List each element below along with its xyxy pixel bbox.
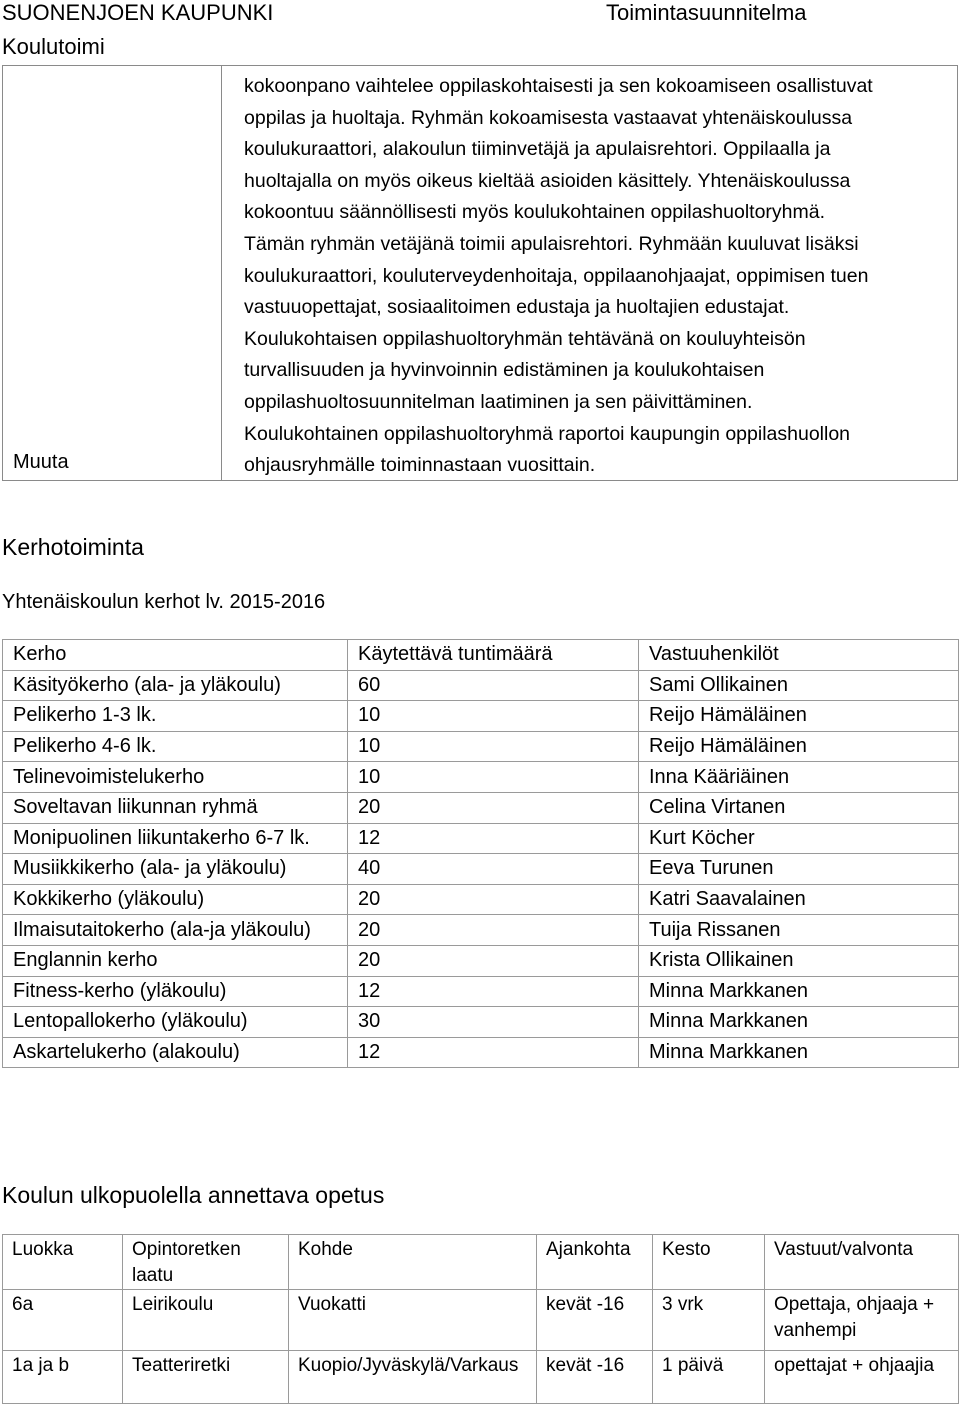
info-line: Tämän ryhmän vetäjänä toimii apulaisrehtori. Ryhmään kuuluvat lisäksi: [244, 232, 859, 255]
table-cell: Kurt Köcher: [639, 823, 959, 854]
column-header: Vastuuhenkilöt: [639, 640, 959, 671]
info-line: oppilas ja huoltaja. Ryhmän kokoamisesta vastaavat yhtenäiskoulussa: [244, 106, 853, 129]
info-line: kokoonpano vaihtelee oppilaskohtaisesti ja sen kokoamiseen osallistuvat: [244, 75, 873, 97]
organization-name: SUONENJOEN KAUPUNKI: [2, 0, 274, 25]
table-row: [3, 792, 959, 823]
table-row: [3, 1351, 959, 1404]
table-cell: 10: [348, 701, 639, 732]
column-header: Opintoretken laatu: [123, 1235, 289, 1290]
table-cell: 3 vrk: [653, 1290, 765, 1351]
table-row: [3, 670, 959, 701]
table-cell: 10: [348, 731, 639, 762]
table-cell: Ilmaisutaitokerho (ala-ja yläkoulu): [3, 915, 348, 946]
info-line: Koulukohtaisen oppilashuoltoryhmän tehtävänä on kouluyhteisön: [244, 327, 806, 350]
column-header: Käytettävä tuntimäärä: [348, 640, 639, 671]
info-text-cell: [222, 66, 958, 481]
table-row: [3, 945, 959, 976]
table-cell: Telinevoimistelukerho: [3, 762, 348, 793]
table-cell: 20: [348, 792, 639, 823]
table-cell: Lentopallokerho (yläkoulu): [3, 1007, 348, 1038]
info-line: koulukuraattori, alakoulun tiiminvetäjä ja apulaisrehtori. Oppilaalla ja: [244, 138, 831, 161]
table-cell: Katri Saavalainen: [639, 884, 959, 915]
table-cell: kevät -16: [537, 1290, 653, 1351]
table-cell: Minna Markkanen: [639, 1007, 959, 1038]
table-cell: 20: [348, 945, 639, 976]
table-row: [3, 915, 959, 946]
clubs-table: [2, 639, 959, 1068]
table-row: [3, 1290, 959, 1351]
table-cell: 12: [348, 1037, 639, 1068]
table-cell: Soveltavan liikunnan ryhmä: [3, 792, 348, 823]
external-table: [2, 1234, 959, 1404]
table-row: [3, 884, 959, 915]
table-row: [3, 762, 959, 793]
column-header: Vastuut/valvonta: [765, 1235, 959, 1290]
table-cell: opettajat + ohjaajia: [765, 1351, 959, 1404]
clubs-heading: Kerhotoiminta: [2, 534, 144, 560]
table-cell: Monipuolinen liikuntakerho 6-7 lk.: [3, 823, 348, 854]
external-heading: Koulun ulkopuolella annettava opetus: [2, 1182, 385, 1208]
table-cell: Askartelukerho (alakoulu): [3, 1037, 348, 1068]
table-cell: Leirikoulu: [123, 1290, 289, 1351]
department-name: Koulutoimi: [2, 34, 105, 59]
table-cell: 60: [348, 670, 639, 701]
table-cell: Reijo Hämäläinen: [639, 701, 959, 732]
table-cell: Musiikkikerho (ala- ja yläkoulu): [3, 854, 348, 885]
table-cell: Käsityökerho (ala- ja yläkoulu): [3, 670, 348, 701]
table-cell: Eeva Turunen: [639, 854, 959, 885]
clubs-subheading: Yhtenäiskoulun kerhot lv. 2015-2016: [2, 591, 326, 613]
table-cell: Opettaja, ohjaaja + vanhempi: [765, 1290, 959, 1351]
table-cell: Minna Markkanen: [639, 1037, 959, 1068]
table-cell: Teatteriretki: [123, 1351, 289, 1404]
table-cell: Pelikerho 4-6 lk.: [3, 731, 348, 762]
clubs-header-row: [3, 640, 959, 671]
table-cell: 6a: [3, 1290, 123, 1351]
clubs-body: [3, 670, 959, 1068]
table-row: [3, 701, 959, 732]
info-label: Muuta: [13, 450, 69, 473]
table-row: [3, 976, 959, 1007]
column-header: Luokka: [3, 1235, 123, 1290]
info-line: koulukuraattori, kouluterveydenhoitaja, oppilaanohjaajat, oppimisen tuen: [244, 264, 869, 287]
table-cell: Englannin kerho: [3, 945, 348, 976]
info-label-cell: [3, 66, 222, 481]
table-cell: Vuokatti: [289, 1290, 537, 1351]
table-cell: 12: [348, 823, 639, 854]
info-line: oppilashuoltosuunnitelman laatiminen ja sen päivittäminen.: [244, 390, 753, 413]
table-cell: Inna Kääriäinen: [639, 762, 959, 793]
table-row: [3, 854, 959, 885]
table-cell: 20: [348, 884, 639, 915]
table-cell: 1 päivä: [653, 1351, 765, 1404]
table-cell: 40: [348, 854, 639, 885]
info-table: [2, 65, 958, 481]
table-cell: Celina Virtanen: [639, 792, 959, 823]
external-header-row: [3, 1235, 959, 1290]
column-header: Kerho: [3, 640, 348, 671]
info-line: turvallisuuden ja hyvinvoinnin edistäminen ja koulukohtaisen: [244, 359, 765, 382]
column-header: Kohde: [289, 1235, 537, 1290]
table-cell: Pelikerho 1-3 lk.: [3, 701, 348, 732]
table-cell: kevät -16: [537, 1351, 653, 1404]
table-row: [3, 731, 959, 762]
info-line: vastuuopettajat, sosiaalitoimen edustaja ja huoltajien edustajat.: [244, 296, 790, 319]
table-cell: 12: [348, 976, 639, 1007]
table-cell: 1a ja b: [3, 1351, 123, 1404]
table-cell: Sami Ollikainen: [639, 670, 959, 701]
info-line: ohjausryhmälle toiminnastaan vuosittain.: [244, 454, 596, 477]
info-line: kokoontuu säännöllisesti myös koulukohtainen oppilashuoltoryhmä.: [244, 201, 826, 224]
table-cell: Minna Markkanen: [639, 976, 959, 1007]
table-cell: Reijo Hämäläinen: [639, 731, 959, 762]
table-cell: 20: [348, 915, 639, 946]
table-row: [3, 1007, 959, 1038]
info-line: Koulukohtainen oppilashuoltoryhmä raportoi kaupungin oppilashuollon: [244, 422, 851, 445]
column-header: Ajankohta: [537, 1235, 653, 1290]
table-cell: 10: [348, 762, 639, 793]
table-row: [3, 823, 959, 854]
table-row: [3, 1037, 959, 1068]
document-type: Toimintasuunnitelma: [606, 0, 807, 25]
table-cell: 30: [348, 1007, 639, 1038]
table-cell: Krista Ollikainen: [639, 945, 959, 976]
table-cell: Fitness-kerho (yläkoulu): [3, 976, 348, 1007]
column-header: Kesto: [653, 1235, 765, 1290]
table-cell: Kuopio/Jyväskylä/Varkaus: [289, 1351, 537, 1404]
table-cell: Tuija Rissanen: [639, 915, 959, 946]
info-line: huoltajalla on myös oikeus kieltää asioiden käsittely. Yhtenäiskoulussa: [244, 169, 851, 192]
external-body: [3, 1235, 959, 1404]
table-cell: Kokkikerho (yläkoulu): [3, 884, 348, 915]
